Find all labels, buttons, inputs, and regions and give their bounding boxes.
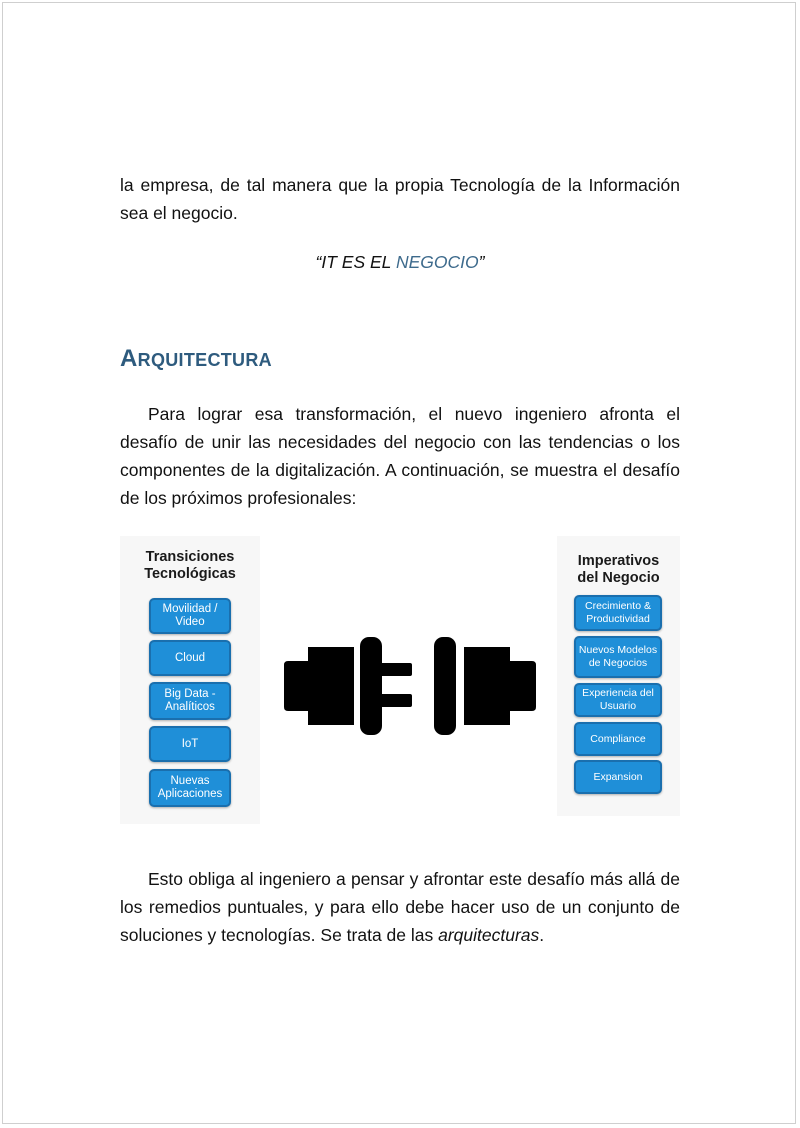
pill-crecimiento: Crecimiento & Productividad (574, 595, 662, 631)
business-imperatives-title (557, 553, 680, 587)
business-imperatives-title-line2: del Negocio (577, 570, 660, 586)
plug-socket-icon (280, 631, 540, 741)
pill-expansion: Expansion (574, 760, 662, 794)
business-imperatives-title-line1: Imperativos (577, 553, 660, 569)
challenge-paragraph: Para lograr esa transformación, el nuevo ingeniero afronta el desafío de unir las necesidades del negocio con las tendencias o los componentes de la digitalización. A continuación, se muestra el desafío de los próximos profesionales: (120, 404, 680, 508)
intro-paragraph: la empresa, de tal manera que la propia Tecnología de la Información sea el negocio. (120, 175, 680, 223)
heading-first-letter: A (120, 345, 138, 372)
right-socket-body (464, 647, 536, 725)
pill-nuevos-modelos: Nuevos Modelos de Negocios (574, 636, 662, 678)
closing-end: . (539, 925, 545, 945)
quote-open: “IT ES EL (315, 252, 396, 272)
heading-rest: RQUITECTURA (137, 350, 272, 370)
transition-diagram (120, 536, 680, 824)
quote-accent: NEGOCIO (395, 252, 479, 272)
pill-compliance: Compliance (574, 722, 662, 756)
left-plug-prong-top (380, 663, 412, 676)
tech-transitions-title-line2: Tecnológicas (144, 566, 236, 582)
left-plug-prong-bottom (380, 694, 412, 707)
closing-emphasis: arquitecturas (438, 925, 540, 945)
pill-nuevas-aplicaciones: Nuevas Aplicaciones (149, 769, 231, 807)
pill-iot: IoT (149, 726, 231, 762)
pill-movilidad-video: Movilidad / Video (149, 598, 231, 634)
quote-close: ” (478, 252, 485, 272)
section-heading (120, 345, 272, 373)
pill-cloud: Cloud (149, 640, 231, 676)
tech-transitions-panel (120, 536, 260, 824)
closing-paragraph (120, 865, 680, 949)
closing-main: Esto obliga al ingeniero a pensar y afrontar este desafío más allá de los remedios puntuales, y para ello debe hacer uso de un conjunto de soluciones y tecnologías. Se trata de las (120, 869, 680, 945)
quote (120, 252, 680, 273)
tech-transitions-title (120, 549, 260, 583)
pill-experiencia: Experiencia del Usuario (574, 683, 662, 717)
pill-big-data: Big Data - Analíticos (149, 682, 231, 720)
left-plug-base (360, 637, 382, 735)
left-plug-body (284, 647, 354, 725)
right-socket-base (434, 637, 456, 735)
business-imperatives-panel (557, 536, 680, 816)
tech-transitions-title-line1: Transiciones (145, 549, 235, 565)
